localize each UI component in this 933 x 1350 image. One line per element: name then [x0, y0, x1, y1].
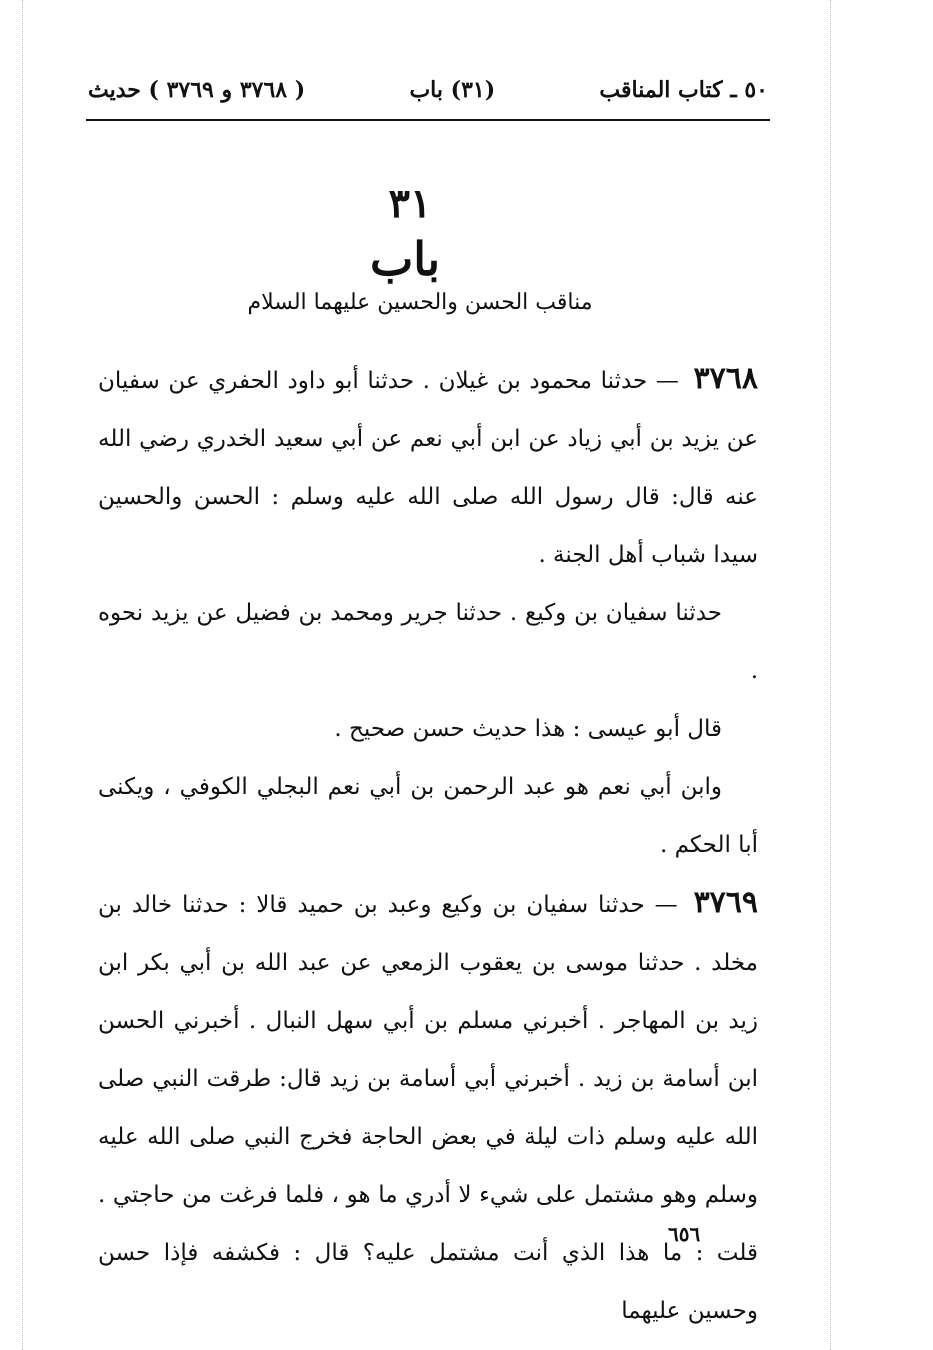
hadith-text: — حدثنا محمود بن غيلان . حدثنا أبو داود الحفري عن سفيان عن يزيد بن أبي زياد عن ابن أبي نعم عن أبي سعيد الخدري رضي الله عنه قال: قال رسول الله صلى الله عليه وسلم : الحسن والحسين سيدا شباب أهل الجنة . [98, 368, 758, 568]
hadith-number: ٣٧٦٩ [693, 885, 759, 920]
hadith-3768-note: وابن أبي نعم هو عبد الرحمن بن أبي نعم البجلي الكوفي ، ويكنى أبا الحكم . [98, 774, 758, 858]
chapter-title: مناقب الحسن والحسين عليهما السلام [247, 290, 593, 315]
hadith-3768 [98, 350, 758, 584]
right-margin-dots [830, 0, 831, 1350]
running-header [88, 70, 768, 110]
hadith-text: — حدثنا سفيان بن وكيع وعبد بن حميد قالا : حدثنا خالد بن مخلد . حدثنا موسى بن يعقوب الزمعي عن عبد الله بن أبي بكر ابن زيد بن المهاجر . أخبرني مسلم بن أبي سهل النبال . أخبرني الحسن ابن أسامة بن زيد . أخبرني أبي أسامة بن زيد قال: طرقت النبي صلى الله عليه وسلم ذات ليلة في بعض الحاجة فخرج النبي صلى الله عليه وسلم وهو مشتمل على شيء لا أدري ما هو ، فلما فرغت من حاجتي . قلت : ما هذا الذي أنت مشتمل عليه؟ قال : فكشفه فإذا حسن وحسين عليهما [98, 892, 758, 1324]
page-number: ٦٥٦ [668, 1222, 701, 1246]
chapter-heading: باب [369, 232, 441, 286]
hadith-3768-chain: حدثنا سفيان بن وكيع . حدثنا جرير ومحمد بن فضيل عن يزيد نحوه . [98, 600, 758, 684]
hadith-3768-grading: قال أبو عيسى : هذا حديث حسن صحيح . [334, 716, 722, 742]
chapter-number: ٣١ [388, 180, 432, 227]
hadith-number: ٣٧٦٨ [693, 361, 758, 396]
header-book-label: ٥٠ ـ كتاب المناقب [599, 77, 768, 103]
hadith-3769 [98, 874, 758, 1340]
main-text [98, 350, 758, 1340]
header-chapter-label: (٣١) باب [409, 77, 496, 103]
header-rule [86, 119, 770, 121]
header-hadith-range: ( ٣٧٦٨ و ٣٧٦٩ ) حديث [88, 77, 306, 103]
